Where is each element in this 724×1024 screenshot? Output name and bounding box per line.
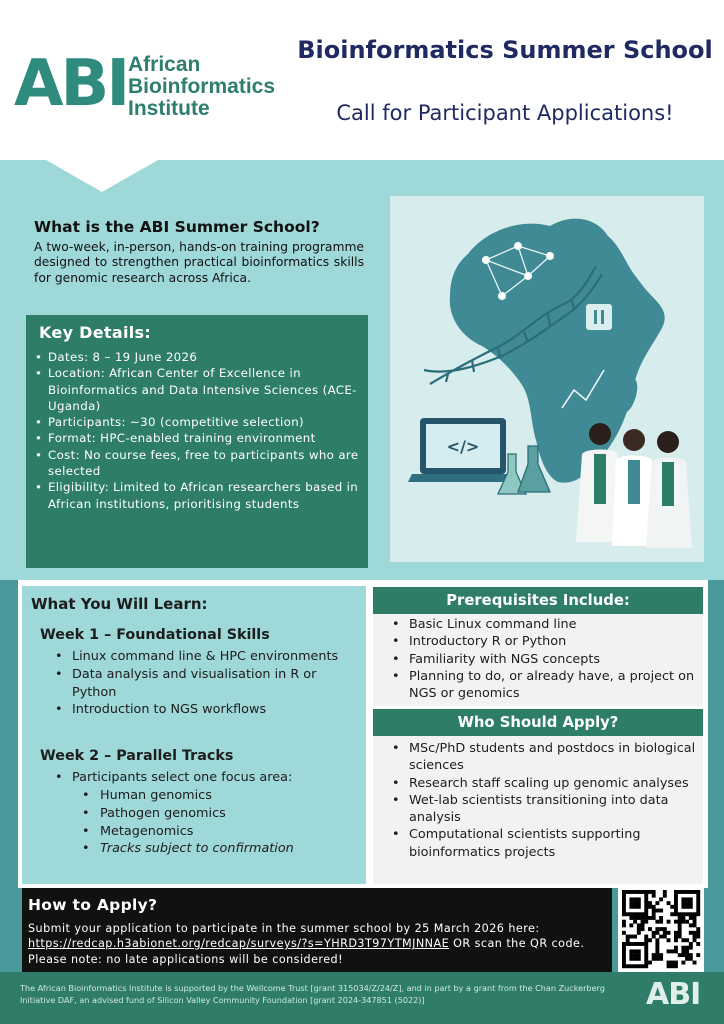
funding-statement: The African Bioinformatics Institute is supported by the Wellcome Trust [grant 315034/Z/24/Z], and in part by a grant from the Chan Zuckerberg Initiative DAF, an advised fund of Silicon Valley Community Foundation [grant 2024-347851 (5022)] [20,983,605,1005]
qr-module [644,916,648,920]
tracks-list [100,787,360,858]
logo-wordmark [128,54,275,120]
qr-module [641,916,645,920]
qr-module [655,942,659,946]
qr-module [685,920,689,924]
qr-module [641,920,645,924]
key-details-heading: Key Details: [39,323,152,342]
qr-module [678,931,682,935]
qr-module [622,909,626,913]
prerequisite-item: • Planning to do, or already have, a project on NGS or genomics [409,668,699,703]
qr-module [674,890,678,894]
qr-module [696,894,700,898]
qr-module [674,912,678,916]
qr-module [685,938,689,942]
qr-module [681,953,685,957]
key-detail-item: • Eligibility: Limited to African researchers based in African institutions, prioritising students [34,479,364,512]
logo-mark: ABI [14,47,128,121]
qr-module [681,890,685,894]
qr-module [652,894,656,898]
qr-module [622,912,626,916]
apply-text-before: Submit your application to participate in the summer school by 25 March 2026 here: [28,922,540,935]
abi-logo [14,47,289,125]
qr-module [644,935,648,939]
qr-module [637,897,641,901]
qr-module [667,961,671,965]
qr-module [652,905,656,909]
key-detail-item: • Dates: 8 – 19 June 2026 [34,349,364,365]
qr-module [667,949,671,953]
key-detail-item: • Format: HPC-enabled training environment [34,430,364,446]
qr-module [674,949,678,953]
qr-module [696,905,700,909]
key-detail-item: • Cost: No course fees, free to participants who are selected [34,447,364,480]
qr-module [629,949,633,953]
header [0,0,724,160]
qr-module [681,920,685,924]
qr-module [696,897,700,901]
footer-logo: ABI [646,977,701,1012]
key-detail-item: • Location: African Center of Excellence in Bioinformatics and Data Intensive Sciences (ACE-Uganda) [34,365,364,414]
qr-module [637,931,641,935]
qr-module [648,905,652,909]
page-subtitle: Call for Participant Applications! [336,101,674,125]
qr-module [689,942,693,946]
qr-module [622,964,626,968]
qr-module [622,901,626,905]
footer [0,972,724,1024]
qr-module [674,964,678,968]
qr-module [644,957,648,961]
qr-module [689,901,693,905]
qr-module [629,957,633,961]
qr-module [633,942,637,946]
qr-module [659,916,663,920]
qr-module [689,912,693,916]
qr-module [644,938,648,942]
qr-module [674,894,678,898]
qr-module [652,935,656,939]
qr-module [626,912,630,916]
qr-module [626,942,630,946]
qr-module [689,897,693,901]
qr-module [644,946,648,950]
qr-module [626,938,630,942]
qr-module [633,957,637,961]
week2-heading: Week 2 – Parallel Tracks [40,748,234,764]
qr-module [641,964,645,968]
qr-module [693,920,697,924]
qr-module [629,916,633,920]
qr-module [689,946,693,950]
qr-module [663,927,667,931]
qr-module [681,905,685,909]
qr-module [696,909,700,913]
qr-module [629,935,633,939]
qr-module [696,953,700,957]
who-item: • MSc/PhD students and postdocs in biological sciences [409,740,699,775]
apply-panel [22,888,612,972]
qr-module [644,897,648,901]
qr-module [663,931,667,935]
who-item: • Computational scientists supporting bioinformatics projects [409,826,699,861]
qr-module [655,938,659,942]
qr-module [652,931,656,935]
qr-module [637,949,641,953]
qr-module [663,890,667,894]
qr-module [689,953,693,957]
scientists-group-icon [576,423,692,548]
qr-module [670,964,674,968]
qr-module [637,912,641,916]
qr-module [629,953,633,957]
qr-module [626,964,630,968]
qr-module [644,912,648,916]
qr-module [629,942,633,946]
who-list [409,740,699,861]
qr-module [637,890,641,894]
storage-icon [586,304,612,330]
qr-module [629,964,633,968]
qr-module [629,905,633,909]
qr-module [674,909,678,913]
key-details-list [34,349,364,512]
qr-module [652,957,656,961]
qr-module [644,949,648,953]
qr-module [674,897,678,901]
track-item: • Metagenomics [100,823,360,841]
who-heading: Who Should Apply? [373,709,703,736]
qr-module [648,901,652,905]
qr-module [622,942,626,946]
laptop-base [408,474,518,482]
qr-module [689,890,693,894]
qr-module [685,949,689,953]
learn-item: • Linux command line & HPC environments [72,648,362,666]
qr-module [696,912,700,916]
qr-module [674,901,678,905]
qr-module [633,953,637,957]
qr-module [622,890,626,894]
week1-heading: Week 1 – Foundational Skills [40,627,270,643]
qr-module [663,935,667,939]
qr-module [681,897,685,901]
qr-module [693,961,697,965]
qr-module [681,946,685,950]
qr-module [696,942,700,946]
week1-list [72,648,362,719]
qr-module [678,916,682,920]
qr-module [689,905,693,909]
qr-module [670,949,674,953]
qr-module [637,927,641,931]
learn-panel [22,586,366,884]
qr-module [655,957,659,961]
qr-module [678,890,682,894]
prerequisite-item: • Introductory R or Python [409,633,699,650]
page-title: Bioinformatics Summer School [297,36,713,64]
qr-module [659,927,663,931]
qr-module [670,912,674,916]
qr-module [644,894,648,898]
qr-module [685,897,689,901]
qr-module [685,905,689,909]
learn-item: • Data analysis and visualisation in R or Python [72,666,362,702]
qr-module [678,923,682,927]
qr-module [689,931,693,935]
key-detail-item: • Participants: ~30 (competitive selection) [34,414,364,430]
qr-module [693,935,697,939]
qr-module [644,890,648,894]
qr-module [681,916,685,920]
track-item: • Tracks subject to confirmation [100,840,360,858]
qr-module [689,916,693,920]
qr-module [685,912,689,916]
qr-module [689,923,693,927]
qr-module [629,897,633,901]
qr-module [633,890,637,894]
qr-module [655,946,659,950]
qr-module [693,890,697,894]
qr-module [622,905,626,909]
qr-module [693,923,697,927]
qr-module [659,953,663,957]
qr-module [674,920,678,924]
qr-module [674,946,678,950]
prerequisites-list [409,616,699,702]
qr-module [622,953,626,957]
qr-module [644,901,648,905]
qr-module [633,901,637,905]
qr-module [633,920,637,924]
logo-line: African [128,53,201,76]
apply-heading: How to Apply? [28,896,158,914]
qr-module [693,916,697,920]
qr-module [629,890,633,894]
qr-module [674,931,678,935]
intro-text: A two-week, in-person, hands-on training programme designed to strengthen practical bioinformatics skills for genomic research across Africa. [34,240,364,285]
qr-module [644,961,648,965]
qr-module [629,912,633,916]
qr-module [622,949,626,953]
qr-module [681,901,685,905]
intro-heading: What is the ABI Summer School? [34,218,320,236]
qr-module [633,912,637,916]
qr-code-graphic [618,886,704,972]
qr-module [648,927,652,931]
qr-module [667,920,671,924]
qr-module [622,897,626,901]
qr-module [637,953,641,957]
qr-module [655,931,659,935]
qr-module [652,909,656,913]
qr-module [696,931,700,935]
qr-module [667,938,671,942]
application-link[interactable]: https://redcap.h3abionet.org/redcap/surveys/?s=YHRD3T97YTMJNNAE [28,937,450,951]
africa-illustration [390,196,704,562]
prerequisite-item: • Familiarity with NGS concepts [409,651,699,668]
qr-module [637,901,641,905]
qr-module [626,935,630,939]
qr-module [652,916,656,920]
logo-line: Institute [128,97,210,120]
qr-module [678,935,682,939]
qr-module [633,949,637,953]
qr-module [622,961,626,965]
qr-module [644,964,648,968]
qr-module [637,942,641,946]
learn-heading: What You Will Learn: [31,595,208,613]
qr-module [681,949,685,953]
qr-module [648,961,652,965]
qr-module [652,890,656,894]
qr-module [674,938,678,942]
qr-module [678,927,682,931]
qr-module [644,942,648,946]
qr-module [685,890,689,894]
qr-module [637,905,641,909]
qr-module [696,901,700,905]
qr-module [655,953,659,957]
qr-module [693,912,697,916]
qr-module [648,938,652,942]
qr-module [633,905,637,909]
qr-module [655,927,659,931]
prerequisite-item: • Basic Linux command line [409,616,699,633]
qr-module [681,912,685,916]
qr-module [678,912,682,916]
qr-module [641,912,645,916]
qr-module [655,920,659,924]
qr-module [652,953,656,957]
qr-module [659,920,663,924]
qr-module [685,957,689,961]
qr-module [641,927,645,931]
qr-module [652,912,656,916]
qr-module [693,931,697,935]
qr-module [633,916,637,920]
apply-text-after: OR scan the QR code. Please note: no late applications will be considered! [28,937,585,966]
qr-module [693,938,697,942]
qr-module [629,901,633,905]
qr-module [655,901,659,905]
qr-module [678,920,682,924]
qr-module [655,909,659,913]
illustration-svg [390,196,704,562]
qr-module [644,905,648,909]
qr-module [637,916,641,920]
qr-module [681,938,685,942]
learn-item: • Participants select one focus area: [72,769,362,787]
qr-module [674,905,678,909]
qr-module [685,953,689,957]
qr-module [663,894,667,898]
qr-module [689,957,693,961]
logo-line: Bioinformatics [128,75,276,98]
qr-module [648,916,652,920]
who-panel [373,736,703,884]
qr-module [674,961,678,965]
qr-module [667,931,671,935]
header-notch [46,160,158,192]
qr-module [633,964,637,968]
qr-module [641,942,645,946]
prerequisites-heading: Prerequisites Include: [373,587,703,614]
track-item: • Pathogen genomics [100,805,360,823]
qr-module [626,890,630,894]
qr-module [648,890,652,894]
learn-item: • Introduction to NGS workflows [72,701,362,719]
apply-text [28,921,608,967]
who-item: • Research staff scaling up genomic analyses [409,775,699,792]
week2-list [72,769,362,787]
qr-module [622,920,626,924]
qr-module [659,909,663,913]
key-details-panel [26,315,368,568]
qr-module [641,923,645,927]
qr-module [622,894,626,898]
qr-module [659,957,663,961]
who-item: • Wet-lab scientists transitioning into data analysis [409,792,699,827]
qr-module [622,957,626,961]
qr-module [633,935,637,939]
qr-module [641,890,645,894]
qr-module [637,923,641,927]
qr-module [637,957,641,961]
qr-code[interactable] [618,886,704,972]
qr-module [637,964,641,968]
qr-module [667,901,671,905]
qr-module [670,961,674,965]
qr-module [629,923,633,927]
qr-module [622,923,626,927]
svg-text:</>: </> [446,437,480,456]
qr-module [685,946,689,950]
qr-module [670,905,674,909]
qr-module [622,931,626,935]
qr-module [685,901,689,905]
qr-module [655,949,659,953]
qr-module [678,953,682,957]
qr-module [659,897,663,901]
qr-module [674,935,678,939]
qr-module [696,935,700,939]
qr-module [644,920,648,924]
qr-module [644,953,648,957]
track-item: • Human genomics [100,787,360,805]
qr-module [633,897,637,901]
qr-module [659,935,663,939]
qr-module [622,946,626,950]
qr-module [696,890,700,894]
qr-module [696,927,700,931]
qr-module [644,909,648,913]
prerequisites-panel [373,614,703,706]
qr-module [667,964,671,968]
qr-module [681,961,685,965]
